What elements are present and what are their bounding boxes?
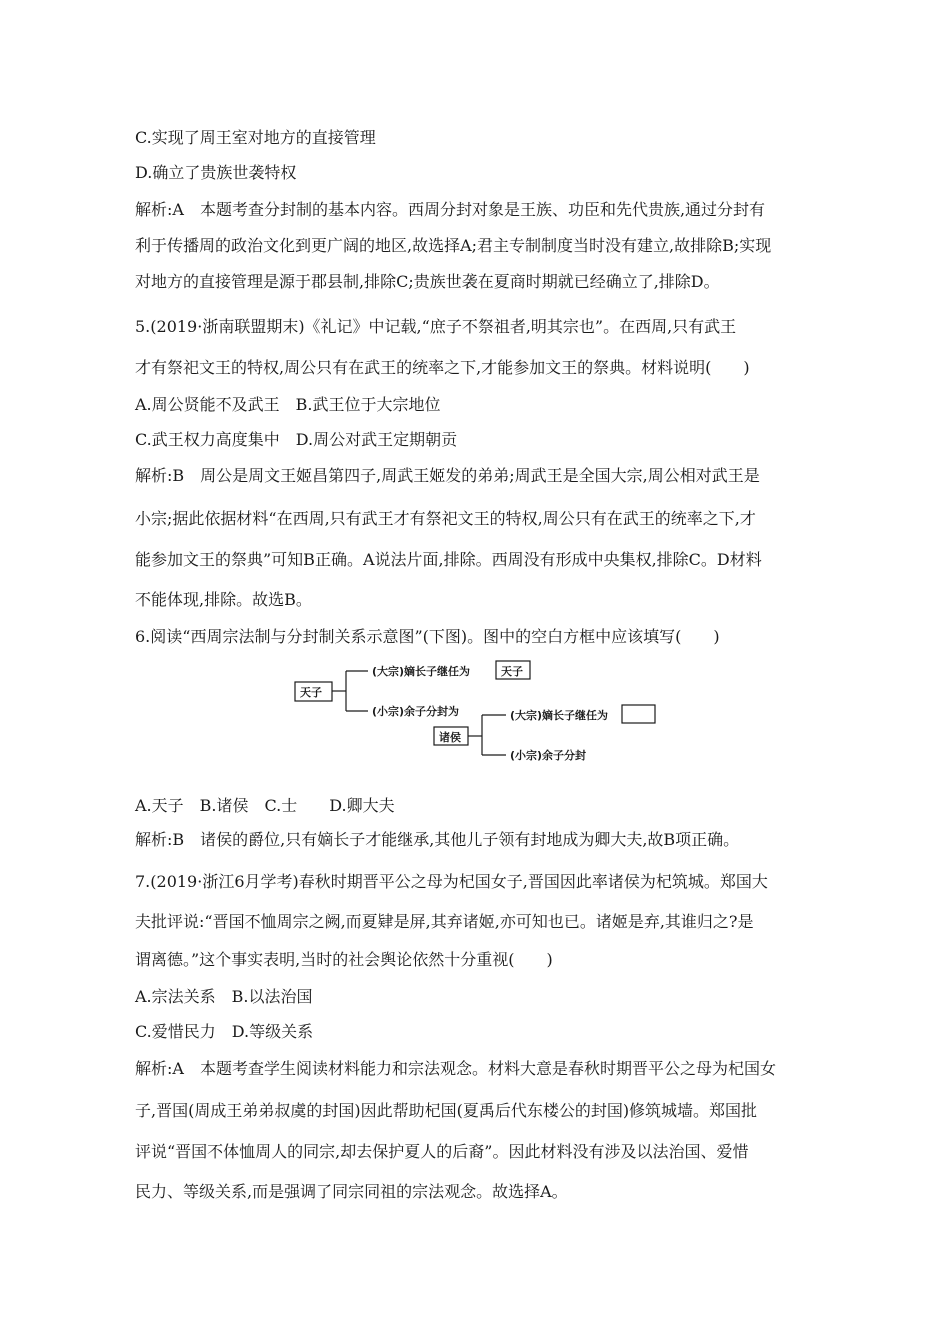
text-line: 子,晋国(周成王弟弟叔虞的封国)因此帮助杞国(夏禹后代东楼公的封国)修筑城墙。郑国批 bbox=[135, 1101, 758, 1120]
diagram-bottom-branch: (小宗)余子分封为 bbox=[372, 705, 460, 718]
text-line: 解析:A 本题考查学生阅读材料能力和宗法观念。材料大意是春秋时期晋平公之母为杞国女 bbox=[135, 1059, 776, 1078]
text-line: 小宗;据此依据材料“在西周,只有武王才有祭祀文王的特权,周公只有在武王的统率之下,才 bbox=[135, 509, 756, 528]
text-line: 能参加文王的祭典”可知B正确。A说法片面,排除。西周没有形成中央集权,排除C。D材料 bbox=[135, 550, 762, 569]
text-line: 谓离德。”这个事实表明,当时的社会舆论依然十分重视( ) bbox=[135, 950, 553, 969]
options-line: A.周公贤能不及武王 B.武王位于大宗地位 bbox=[135, 395, 441, 414]
question-6: 6.阅读“西周宗法制与分封制关系示意图”(下图)。图中的空白方框中应该填写( ) bbox=[135, 627, 720, 646]
text-line: C.实现了周王室对地方的直接管理 bbox=[135, 128, 376, 147]
question-7: 7.(2019·浙江6月学考)春秋时期晋平公之母为杞国女子,晋国因此率诸侯为杞筑城。郑国大 bbox=[135, 872, 768, 891]
diagram-top-branch: (大宗)嫡长子继任为 bbox=[372, 665, 471, 678]
text-line: 解析:A 本题考查分封制的基本内容。西周分封对象是王族、功臣和先代贵族,通过分封有 bbox=[135, 200, 766, 219]
root-box bbox=[295, 682, 332, 701]
options-line: A.宗法关系 B.以法治国 bbox=[135, 987, 313, 1006]
blank-answer-box bbox=[622, 705, 655, 723]
text-line: 评说“晋国不体恤周人的同宗,却去保护夏人的后裔”。因此材料没有涉及以法治国、爱惜 bbox=[135, 1142, 749, 1161]
diagram-sub-bottom-branch: (小宗)余子分封 bbox=[510, 749, 587, 762]
options-line: C.武王权力高度集中 D.周公对武王定期朝贡 bbox=[135, 430, 458, 449]
options-line: C.爱惜民力 D.等级关系 bbox=[135, 1022, 314, 1041]
sub-root-box bbox=[434, 727, 468, 745]
text-line: 才有祭祀文王的特权,周公只有在武王的统率之下,才能参加文王的祭典。材料说明( ) bbox=[135, 358, 750, 377]
text-line: 解析:B 周公是周文王姬昌第四子,周武王姬发的弟弟;周武王是全国大宗,周公相对武王是 bbox=[135, 466, 760, 485]
text-line: D.确立了贵族世袭特权 bbox=[135, 163, 297, 182]
diagram-top-result: 天子 bbox=[501, 665, 523, 678]
diagram-sub-top-branch: (大宗)嫡长子继任为 bbox=[510, 709, 609, 722]
top-result-box bbox=[496, 661, 530, 679]
text-line: 夫批评说:“晋国不恤周宗之阙,而夏肄是屏,其弃诸姬,亦可知也已。诸姬是弃,其谁归之?是 bbox=[135, 912, 754, 931]
diagram-sub-root: 诸侯 bbox=[439, 731, 461, 744]
text-line: 民力、等级关系,而是强调了同宗同祖的宗法观念。故选择A。 bbox=[135, 1182, 568, 1201]
question-5: 5.(2019·浙南联盟期末)《礼记》中记载,“庶子不祭祖者,明其宗也”。在西周,只有武王 bbox=[135, 317, 737, 336]
text-line: 对地方的直接管理是源于郡县制,排除C;贵族世袭在夏商时期就已经确立了,排除D。 bbox=[135, 272, 720, 291]
options-line: A.天子 B.诸侯 C.士 D.卿大夫 bbox=[135, 796, 395, 815]
diagram-root: 天子 bbox=[300, 686, 322, 699]
text-line: 不能体现,排除。故选B。 bbox=[135, 590, 312, 609]
text-line: 利于传播周的政治文化到更广阔的地区,故选择A;君主专制制度当时没有建立,故排除B;实现 bbox=[135, 236, 772, 255]
text-line: 解析:B 诸侯的爵位,只有嫡长子才能继承,其他儿子领有封地成为卿大夫,故B项正确。 bbox=[135, 830, 740, 849]
